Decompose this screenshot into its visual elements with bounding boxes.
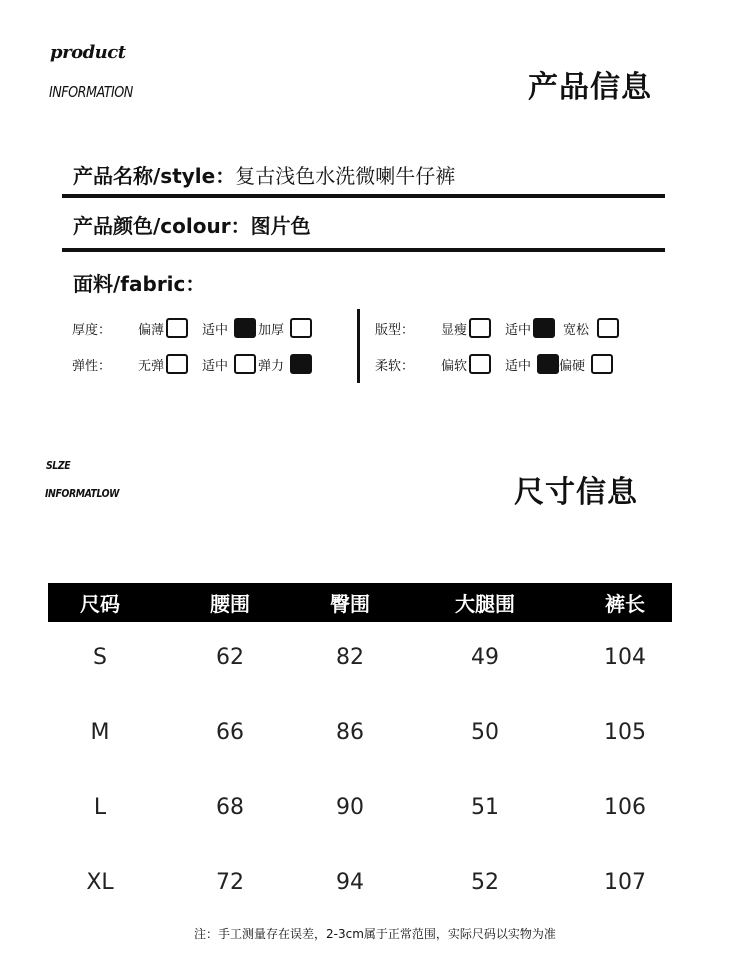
cell-hip: 82 [336,645,364,670]
checkbox-unchecked [290,318,312,338]
attr-label: 弹性： [72,358,112,374]
header-thigh: 大腿围 [455,592,515,616]
option-label: 适中 [505,358,532,374]
header-hip: 臀围 [330,592,370,616]
cell-length: 106 [604,795,646,820]
cell-waist: 66 [216,720,244,745]
option-slim [441,318,491,338]
attributes-left-group [72,316,320,376]
size-script-label: SLZE [46,459,71,472]
style-value: 复古浅色水洗微喇牛仔裤 [235,164,456,188]
cell-hip: 90 [336,795,364,820]
table-body [48,620,672,920]
cell-waist: 68 [216,795,244,820]
colour-line [73,210,311,239]
checkbox-unchecked [591,354,613,374]
divider-rule [62,194,665,198]
colour-value: 图片色 [250,214,311,238]
table-header [48,583,672,622]
cell-thigh: 51 [471,795,499,820]
option-medium [505,354,559,374]
attr-label: 柔软： [375,358,415,374]
cell-hip: 86 [336,720,364,745]
style-label: 产品名称/style： [73,164,236,188]
colour-label: 产品颜色/colour： [73,214,251,238]
cell-thigh: 50 [471,720,499,745]
option-medium [202,354,256,374]
attr-row-softness [375,352,627,376]
attributes-right-group [375,316,627,376]
cell-waist: 72 [216,870,244,895]
cell-length: 107 [604,870,646,895]
option-label: 适中 [202,322,229,338]
checkbox-unchecked [597,318,619,338]
size-info-title: 尺寸信息 [514,475,638,510]
product-info-title: 产品信息 [528,70,652,105]
cell-thigh: 49 [471,645,499,670]
option-no-stretch [138,354,188,374]
option-label: 无弹 [138,358,165,374]
cell-length: 104 [604,645,646,670]
measurement-note: 注：手工测量存在误差，2-3cm属于正常范围，实际尺码以实物为准 [194,927,556,941]
information-script-label: INFORMATLOW [45,487,120,500]
option-label: 显瘦 [441,322,468,338]
checkbox-checked [533,318,555,338]
cell-waist: 62 [216,645,244,670]
option-medium [202,318,256,338]
header-size: 尺码 [80,592,120,616]
option-label: 加厚 [258,322,285,338]
cell-hip: 94 [336,870,364,895]
divider-rule [62,248,665,252]
table-row [48,845,672,920]
table-row [48,770,672,845]
attr-row-thickness [72,316,320,340]
cell-thigh: 52 [471,870,499,895]
table-row [48,695,672,770]
option-medium [505,318,555,338]
option-label: 适中 [505,322,532,338]
checkbox-checked [290,354,312,374]
attr-row-elasticity [72,352,320,376]
cell-size: S [93,645,107,670]
table-row [48,620,672,695]
style-line [73,160,455,189]
checkbox-unchecked [469,354,491,374]
option-thick [258,318,312,338]
fabric-label: 面料/fabric： [73,272,206,296]
option-label: 偏软 [441,358,468,374]
option-hard [559,354,613,374]
option-label: 宽松 [563,322,590,338]
option-label: 偏薄 [138,322,165,338]
attr-label: 版型： [375,322,415,338]
checkbox-unchecked [234,354,256,374]
header-length: 裤长 [605,592,645,616]
checkbox-checked [537,354,559,374]
checkbox-unchecked [166,318,188,338]
checkbox-checked [234,318,256,338]
option-label: 弹力 [258,358,285,374]
vertical-divider [357,309,360,383]
size-table [48,583,672,920]
attr-row-fit [375,316,627,340]
cell-size: L [93,795,107,820]
cell-size: XL [86,870,114,895]
cell-length: 105 [604,720,646,745]
option-label: 偏硬 [559,358,586,374]
option-stretch [258,354,312,374]
checkbox-unchecked [166,354,188,374]
checkbox-unchecked [469,318,491,338]
option-loose [563,318,619,338]
option-thin [138,318,188,338]
product-script-label: product [50,42,126,63]
information-script-label: INFORMATION [49,83,133,101]
option-soft [441,354,491,374]
cell-size: M [90,720,110,745]
header-waist: 腰围 [210,592,250,616]
option-label: 适中 [202,358,229,374]
attr-label: 厚度： [72,322,112,338]
